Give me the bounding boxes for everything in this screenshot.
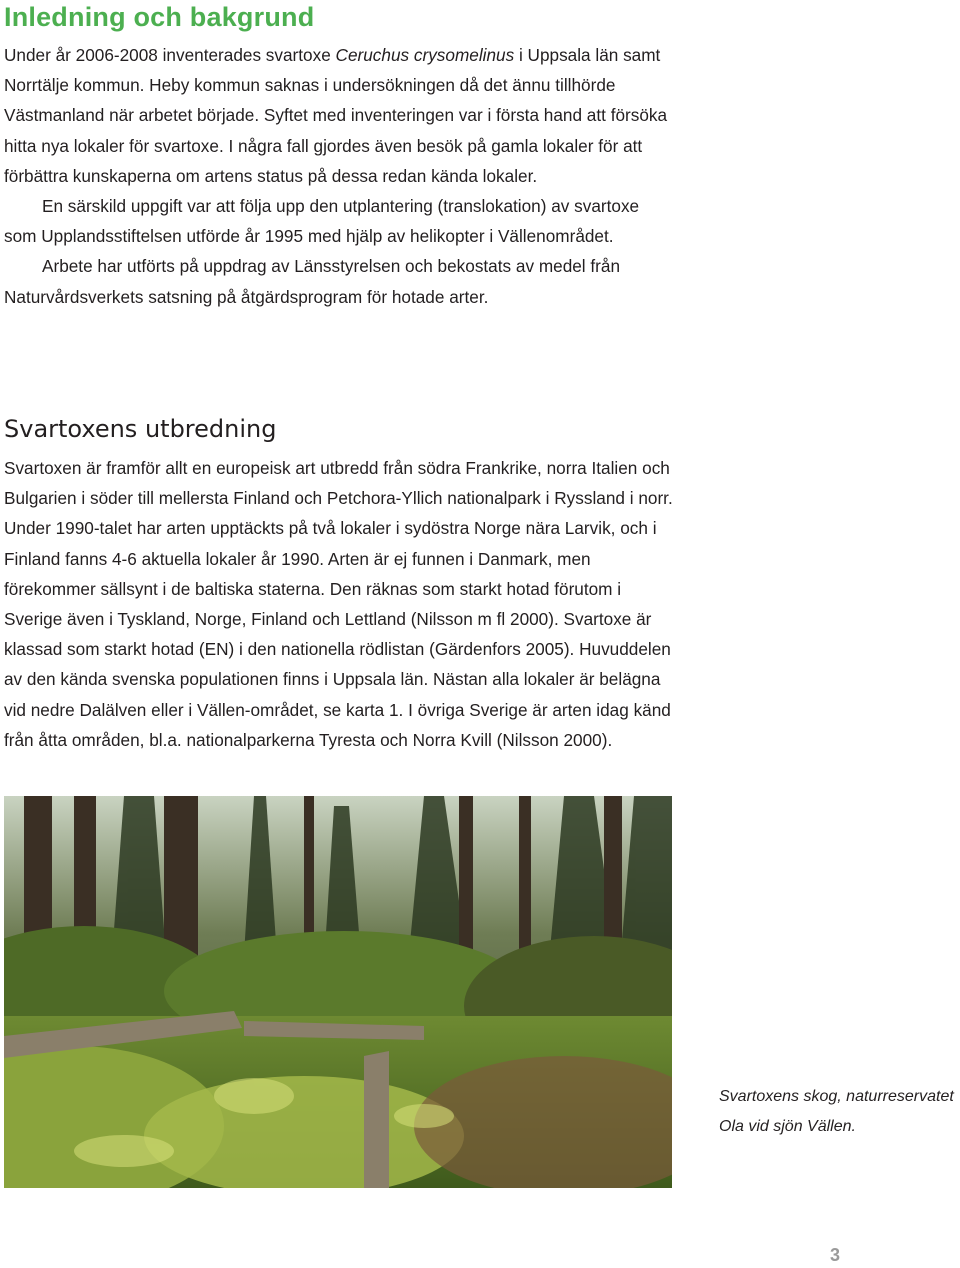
distribution-text (4, 453, 676, 755)
species-name: Ceruchus crysomelinus (335, 45, 515, 65)
forest-photo-illustration (4, 796, 672, 1188)
forest-photo (4, 796, 672, 1188)
page-number: 3 (830, 1245, 841, 1265)
photo-caption: Svartoxens skog, naturreservatet Ola vid sjön Vällen. (719, 1088, 954, 1135)
intro-text (4, 40, 676, 312)
intro-paragraph-2: En särskild uppgift var att följa upp den utplantering (translokation) av svartoxe som Upplandsstiftelsen utförde år 1995 med hjälp av helikopter i Vällenområdet. (4, 196, 640, 247)
intro-paragraph-3: Arbete har utförts på uppdrag av Länsstyrelsen och bekostats av medel från Naturvårdsverkets satsning på åtgärdsprogram för hotade arter. (4, 256, 621, 307)
section-heading: Inledning och bakgrund (4, 2, 315, 32)
distribution-paragraph: Svartoxen är framför allt en europeisk art utbredd från södra Frankrike, norra Italien och Bulgarien i söder till mellersta Finland och Petchora-Yllich nationalpark i Ryssland i norr. Under 1990-talet har arten upptäckts på två lokaler i sydöstra Norge nära Larvik, och i Finland fanns 4-6 aktuella lokaler år 1990. Arten är ej funnen i Danmark, men förekommer sällsynt i de baltiska staterna. Den räknas som starkt hotad förutom i Sverige även i Tyskland, Norge, Finland och Lettland (Nilsson m fl 2000). Svartoxe är klassad som starkt hotad (EN) i den nationella rödlistan (Gärdenfors 2005). Huvuddelen av den kända svenska populationen finns i Uppsala län. Nästan alla lokaler är belägna vid nedre Dalälven eller i Vällen-området, se karta 1. I övriga Sverige är arten idag känd från åtta områden, bl.a. nationalparkerna Tyresta och Norra Kvill (Nilsson 2000). (4, 458, 673, 750)
subsection-heading: Svartoxens utbredning (4, 415, 277, 443)
intro-paragraph-1: Under år 2006-2008 inventerades svartoxe Ceruchus crysomelinus i Uppsala län samt Norrtälje kommun. Heby kommun saknas i undersökningen då det ännu tillhörde Västmanland när arbetet började. Syftet med inventeringen var i första hand att försöka hitta nya lokaler för svartoxe. I några fall gjordes även besök på gamla lokaler för att förbättra kunskaperna om artens status på dessa redan kända lokaler. (4, 45, 668, 186)
